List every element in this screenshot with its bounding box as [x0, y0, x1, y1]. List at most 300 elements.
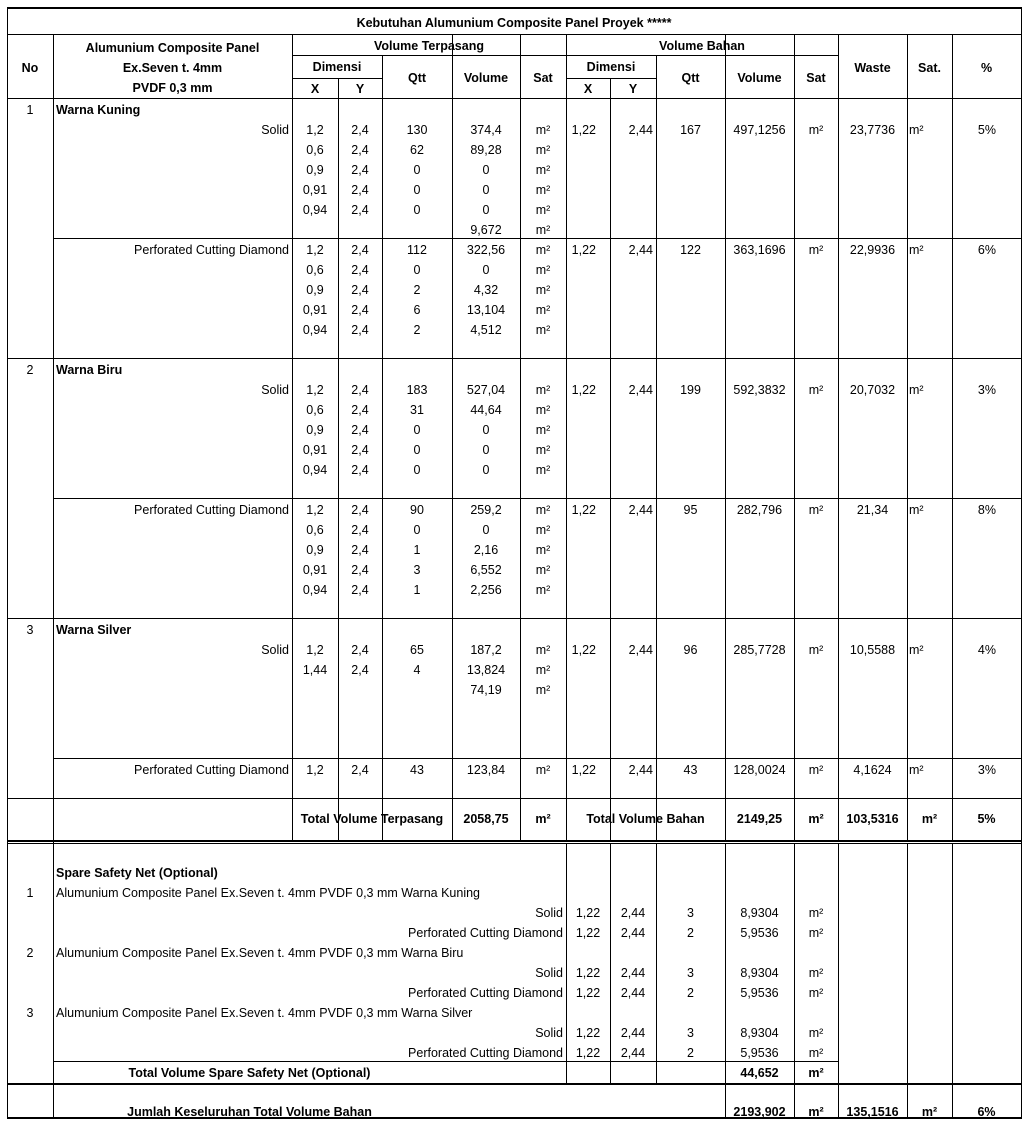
cell-qtt: 1	[413, 543, 421, 557]
col-header-sat: Sat	[806, 71, 826, 85]
grid-line	[952, 1083, 953, 1117]
cell-volume: 187,2	[470, 643, 502, 657]
grid-line	[7, 358, 1022, 359]
spare-cell-sat: m²	[808, 906, 824, 920]
group-name: Warna Kuning	[56, 103, 141, 117]
cell-dim-x: 0,91	[302, 183, 328, 197]
grid-line	[725, 843, 726, 1083]
cell-bahan-x: 1,22	[571, 763, 596, 777]
group-name: Warna Biru	[56, 363, 123, 377]
cell-dim-x: 0,6	[306, 403, 324, 417]
spare-cell-qtt: 2	[687, 986, 694, 1000]
cell-dim-y: 2,4	[351, 403, 369, 417]
total-terpasang-value: 2058,75	[463, 812, 509, 826]
spare-item-desc: Alumunium Composite Panel Ex.Seven t. 4mm PVDF 0,3 mm Warna Silver	[56, 1006, 473, 1020]
spare-cell-y: 2,44	[620, 986, 646, 1000]
cell-sat: m²	[535, 263, 551, 277]
cell-sat: m²	[535, 423, 551, 437]
cell-sat: m²	[535, 543, 551, 557]
cell-bahan-y: 2,44	[628, 123, 653, 137]
total-terpasang-label: Total Volume Terpasang	[300, 812, 444, 826]
grid-line	[452, 34, 453, 840]
col-header-waste: Waste	[854, 61, 891, 75]
cell-qtt: 1	[413, 583, 421, 597]
cell-volume: 0	[482, 163, 490, 177]
cell-qtt: 183	[406, 383, 428, 397]
grid-line	[952, 843, 953, 1083]
grid-line	[907, 1083, 908, 1117]
cell-dim-y: 2,4	[351, 423, 369, 437]
cell-qtt: 0	[413, 263, 421, 277]
spare-cell-volume: 8,9304	[740, 1026, 779, 1040]
cell-bahan-qtt: 43	[683, 763, 698, 777]
col-header-item: Ex.Seven t. 4mm	[122, 61, 223, 75]
cell-dim-y: 2,4	[351, 283, 369, 297]
grid-line	[838, 843, 839, 1083]
cell-qtt: 6	[413, 303, 421, 317]
cell-bahan-volume: 128,0024	[733, 763, 786, 777]
cell-bahan-y: 2,44	[628, 503, 653, 517]
spare-panel-type-label: Solid	[535, 1026, 563, 1040]
spare-panel-type-label: Solid	[535, 966, 563, 980]
cell-dim-x: 0,9	[306, 423, 324, 437]
grid-line	[53, 498, 1022, 499]
cell-bahan-x: 1,22	[571, 643, 596, 657]
spare-panel-type-label: Perforated Cutting Diamond	[408, 986, 563, 1000]
cell-percent: 3%	[977, 763, 996, 777]
cell-dim-x: 1,2	[306, 643, 324, 657]
spare-item-number: 1	[26, 886, 34, 900]
cell-sat: m²	[535, 643, 551, 657]
spare-cell-sat: m²	[808, 986, 824, 1000]
spare-item-number: 3	[26, 1006, 34, 1020]
col-header-y: Y	[628, 82, 638, 96]
cell-sat: m²	[535, 383, 551, 397]
grid-line	[7, 7, 8, 1119]
cell-bahan-x: 1,22	[571, 383, 596, 397]
group-number: 2	[26, 363, 34, 377]
spare-cell-sat: m²	[808, 966, 824, 980]
total-waste-sat: m²	[921, 812, 938, 826]
grid-line	[907, 843, 908, 1083]
cell-bahan-y: 2,44	[628, 643, 653, 657]
grid-line	[566, 78, 656, 79]
cell-dim-y: 2,4	[351, 303, 369, 317]
cell-sat: m²	[535, 503, 551, 517]
spare-cell-y: 2,44	[620, 1046, 646, 1060]
spare-cell-x: 1,22	[575, 966, 601, 980]
spare-cell-sat: m²	[808, 1046, 824, 1060]
cell-sat: m²	[535, 763, 551, 777]
cell-volume: 6,552	[470, 563, 502, 577]
cell-qtt: 3	[413, 563, 421, 577]
cell-qtt: 0	[413, 523, 421, 537]
cell-volume: 259,2	[470, 503, 502, 517]
cell-bahan-sat: m²	[808, 643, 824, 657]
cell-volume: 89,28	[470, 143, 502, 157]
grid-line	[53, 34, 54, 1117]
spare-cell-volume: 5,9536	[740, 926, 779, 940]
cell-waste-sat: m²	[909, 243, 924, 257]
cell-dim-y: 2,4	[351, 583, 369, 597]
cell-volume: 4,512	[470, 323, 502, 337]
col-header-x: X	[583, 82, 593, 96]
cell-dim-y: 2,4	[351, 663, 369, 677]
cell-dim-y: 2,4	[351, 503, 369, 517]
cell-volume: 527,04	[466, 383, 506, 397]
cell-dim-x: 0,9	[306, 283, 324, 297]
cell-dim-x: 0,94	[302, 463, 328, 477]
cell-percent: 6%	[977, 243, 996, 257]
cell-bahan-y: 2,44	[628, 243, 653, 257]
spare-cell-qtt: 2	[687, 1046, 694, 1060]
panel-type-label: Perforated Cutting Diamond	[134, 763, 289, 777]
cell-bahan-sat: m²	[808, 763, 824, 777]
cell-dim-x: 0,6	[306, 523, 324, 537]
spare-cell-qtt: 3	[687, 1026, 694, 1040]
cell-qtt: 0	[413, 163, 421, 177]
grid-line	[520, 34, 521, 840]
panel-type-label: Solid	[261, 383, 289, 397]
cell-dim-y: 2,4	[351, 163, 369, 177]
cell-bahan-qtt: 122	[680, 243, 701, 257]
group-number: 1	[26, 103, 34, 117]
cell-bahan-x: 1,22	[571, 243, 596, 257]
cell-dim-y: 2,4	[351, 763, 369, 777]
cell-dim-y: 2,4	[351, 463, 369, 477]
col-header-qtt: Qtt	[681, 71, 700, 85]
cell-bahan-x: 1,22	[571, 503, 596, 517]
cell-sat: m²	[535, 683, 551, 697]
cell-dim-x: 0,9	[306, 543, 324, 557]
total-bahan-label: Total Volume Bahan	[586, 812, 705, 826]
col-header-item: Alumunium Composite Panel	[85, 41, 260, 55]
cell-bahan-sat: m²	[808, 503, 824, 517]
cell-waste-sat: m²	[909, 123, 924, 137]
col-header-dimensi: Dimensi	[312, 60, 362, 74]
cell-waste-sat: m²	[909, 763, 924, 777]
cell-dim-y: 2,4	[351, 243, 369, 257]
grid-line	[7, 618, 1022, 619]
col-header-volume-bahan: Volume Bahan	[659, 39, 745, 53]
col-header-qtt: Qtt	[407, 71, 427, 85]
grid-line	[382, 55, 383, 840]
cell-volume: 9,672	[470, 223, 502, 237]
spare-cell-qtt: 2	[687, 926, 694, 940]
grand-total-waste: 135,1516	[846, 1105, 899, 1119]
spare-cell-x: 1,22	[575, 1046, 601, 1060]
spare-panel-type-label: Perforated Cutting Diamond	[408, 926, 563, 940]
grand-total-label: Jumlah Keseluruhan Total Volume Bahan	[127, 1105, 372, 1119]
spare-cell-x: 1,22	[575, 986, 601, 1000]
cell-dim-x: 0,94	[302, 203, 328, 217]
cell-qtt: 65	[410, 643, 424, 657]
cell-volume: 0	[482, 203, 490, 217]
grid-line	[610, 78, 611, 840]
cell-waste: 4,1624	[853, 763, 892, 777]
total-terpasang-sat: m²	[535, 812, 551, 826]
cell-dim-x: 0,6	[306, 263, 324, 277]
cell-percent: 4%	[977, 643, 996, 657]
cell-dim-x: 1,2	[306, 763, 324, 777]
col-header-y: Y	[355, 82, 365, 96]
cell-qtt: 112	[407, 243, 427, 257]
cell-sat: m²	[535, 563, 551, 577]
cell-sat: m²	[535, 403, 551, 417]
cell-qtt: 0	[413, 183, 421, 197]
cell-dim-x: 0,91	[302, 303, 328, 317]
panel-type-label: Solid	[261, 643, 289, 657]
spare-title: Spare Safety Net (Optional)	[56, 866, 218, 880]
cell-volume: 13,824	[466, 663, 506, 677]
cell-dim-y: 2,4	[351, 383, 369, 397]
grand-total-value: 2193,902	[733, 1105, 786, 1119]
grid-line	[566, 843, 567, 1083]
cell-dim-y: 2,4	[351, 323, 369, 337]
spare-cell-y: 2,44	[620, 1026, 646, 1040]
cell-qtt: 130	[406, 123, 428, 137]
cell-bahan-qtt: 167	[680, 123, 701, 137]
cell-sat: m²	[535, 443, 551, 457]
cell-qtt: 4	[413, 663, 421, 677]
grid-line	[794, 843, 795, 1083]
spare-cell-x: 1,22	[575, 906, 601, 920]
cell-dim-x: 0,91	[302, 443, 328, 457]
cell-dim-x: 1,2	[306, 383, 324, 397]
cell-volume: 0	[482, 263, 490, 277]
cell-waste: 10,5588	[849, 643, 896, 657]
cell-sat: m²	[535, 463, 551, 477]
grid-line	[7, 798, 1022, 799]
grid-line	[7, 98, 1022, 99]
cell-percent: 8%	[977, 503, 996, 517]
cell-volume: 4,32	[473, 283, 499, 297]
cell-percent: 5%	[977, 123, 996, 137]
cell-sat: m²	[535, 243, 551, 257]
cell-volume: 44,64	[470, 403, 502, 417]
col-header-volume: Volume	[737, 71, 782, 85]
col-header-volume-terpasang: Volume Terpasang	[374, 39, 484, 53]
cell-bahan-volume: 282,796	[736, 503, 783, 517]
cell-bahan-sat: m²	[808, 243, 824, 257]
grid-line	[725, 1083, 726, 1117]
cell-volume: 123,84	[466, 763, 506, 777]
cell-dim-y: 2,4	[351, 523, 369, 537]
grid-line	[794, 1083, 795, 1117]
spare-total-sat: m²	[808, 1066, 824, 1080]
grid-line	[7, 843, 1022, 844]
total-bahan-sat: m²	[808, 812, 824, 826]
grid-line	[53, 758, 1022, 759]
grid-line	[338, 78, 339, 840]
cell-sat: m²	[535, 223, 551, 237]
spare-panel-type-label: Perforated Cutting Diamond	[408, 1046, 563, 1060]
cell-sat: m²	[535, 123, 551, 137]
cell-dim-y: 2,4	[351, 183, 369, 197]
cell-sat: m²	[535, 663, 551, 677]
cell-dim-x: 0,94	[302, 583, 328, 597]
spare-cell-qtt: 3	[687, 966, 694, 980]
col-header-item: PVDF 0,3 mm	[132, 81, 213, 95]
cell-dim-y: 2,4	[351, 563, 369, 577]
cell-qtt: 0	[413, 463, 421, 477]
cell-qtt: 43	[410, 763, 424, 777]
cell-dim-y: 2,4	[351, 123, 369, 137]
cell-volume: 322,56	[466, 243, 506, 257]
cell-bahan-y: 2,44	[628, 763, 653, 777]
grid-line	[794, 34, 795, 840]
cell-bahan-y: 2,44	[628, 383, 653, 397]
cell-volume: 374,4	[470, 123, 502, 137]
cell-sat: m²	[535, 283, 551, 297]
panel-type-label: Solid	[261, 123, 289, 137]
grid-line	[53, 1061, 838, 1062]
cell-percent: 3%	[977, 383, 996, 397]
cell-dim-y: 2,4	[351, 643, 369, 657]
cell-sat: m²	[535, 163, 551, 177]
grid-line	[1021, 7, 1022, 1119]
cell-bahan-x: 1,22	[571, 123, 596, 137]
panel-type-label: Perforated Cutting Diamond	[134, 503, 289, 517]
cell-qtt: 2	[413, 323, 421, 337]
grid-line	[656, 843, 657, 1083]
cell-sat: m²	[535, 183, 551, 197]
cell-dim-y: 2,4	[351, 143, 369, 157]
grid-line	[952, 34, 953, 840]
cell-volume: 0	[482, 463, 490, 477]
grid-line	[292, 78, 382, 79]
total-percent: 5%	[977, 812, 996, 826]
cell-dim-y: 2,4	[351, 443, 369, 457]
cell-volume: 74,19	[470, 683, 502, 697]
spare-item-desc: Alumunium Composite Panel Ex.Seven t. 4mm PVDF 0,3 mm Warna Kuning	[56, 886, 481, 900]
spare-cell-y: 2,44	[620, 926, 646, 940]
col-header-no: No	[21, 61, 39, 75]
cell-sat: m²	[535, 523, 551, 537]
grid-line	[656, 55, 657, 840]
spare-cell-qtt: 3	[687, 906, 694, 920]
cell-volume: 2,256	[470, 583, 502, 597]
spare-item-desc: Alumunium Composite Panel Ex.Seven t. 4mm PVDF 0,3 mm Warna Biru	[56, 946, 464, 960]
cell-bahan-qtt: 96	[683, 643, 698, 657]
grid-line	[838, 34, 839, 840]
cell-waste: 22,9936	[849, 243, 896, 257]
cell-bahan-volume: 363,1696	[733, 243, 786, 257]
total-waste: 103,5316	[846, 812, 899, 826]
cell-waste-sat: m²	[909, 383, 924, 397]
spare-panel-type-label: Solid	[535, 906, 563, 920]
grand-total-percent: 6%	[977, 1105, 996, 1119]
spare-cell-sat: m²	[808, 1026, 824, 1040]
cell-bahan-qtt: 199	[680, 383, 701, 397]
cell-volume: 2,16	[473, 543, 499, 557]
cell-dim-x: 0,91	[302, 563, 328, 577]
spare-total-value: 44,652	[740, 1066, 779, 1080]
cell-volume: 0	[482, 443, 490, 457]
spare-cell-volume: 8,9304	[740, 966, 779, 980]
table-title: Kebutuhan Alumunium Composite Panel Proyek *****	[356, 16, 672, 30]
cell-qtt: 0	[413, 443, 421, 457]
cell-bahan-volume: 285,7728	[733, 643, 786, 657]
grid-line	[292, 34, 293, 840]
cell-waste-sat: m²	[909, 643, 924, 657]
cell-volume: 0	[482, 423, 490, 437]
cell-qtt: 0	[413, 203, 421, 217]
grid-line	[838, 1083, 839, 1117]
grid-line	[7, 34, 1022, 35]
cell-bahan-volume: 592,3832	[733, 383, 786, 397]
spare-cell-x: 1,22	[575, 926, 601, 940]
cell-sat: m²	[535, 203, 551, 217]
col-header-sat: Sat	[533, 71, 553, 85]
cell-qtt: 0	[413, 423, 421, 437]
grand-total-sat: m²	[808, 1105, 824, 1119]
grid-line	[907, 34, 908, 840]
cell-dim-y: 2,4	[351, 263, 369, 277]
cell-qtt: 90	[410, 503, 424, 517]
spare-item-number: 2	[26, 946, 34, 960]
col-header-percent: %	[980, 61, 993, 75]
spare-cell-sat: m²	[808, 926, 824, 940]
cell-volume: 13,104	[466, 303, 506, 317]
group-number: 3	[26, 623, 34, 637]
cell-qtt: 2	[413, 283, 421, 297]
spare-cell-volume: 5,9536	[740, 1046, 779, 1060]
cell-bahan-sat: m²	[808, 123, 824, 137]
spare-total-label: Total Volume Spare Safety Net (Optional)	[128, 1066, 371, 1080]
cell-sat: m²	[535, 143, 551, 157]
grid-line	[7, 1117, 1022, 1119]
grid-line	[53, 238, 1022, 239]
spare-cell-y: 2,44	[620, 906, 646, 920]
cell-dim-y: 2,4	[351, 543, 369, 557]
cell-dim-x: 0,9	[306, 163, 324, 177]
col-header-sat: Sat.	[918, 61, 941, 75]
cell-qtt: 31	[410, 403, 424, 417]
cell-waste: 20,7032	[849, 383, 896, 397]
cell-dim-x: 1,44	[302, 663, 328, 677]
group-name: Warna Silver	[56, 623, 132, 637]
grid-line	[7, 7, 1022, 9]
grid-line	[292, 55, 838, 56]
cell-bahan-sat: m²	[808, 383, 824, 397]
cell-volume: 0	[482, 523, 490, 537]
grid-line	[610, 843, 611, 1083]
grid-line	[7, 840, 1022, 842]
col-header-x: X	[310, 82, 320, 96]
cell-sat: m²	[535, 323, 551, 337]
col-header-dimensi: Dimensi	[586, 60, 636, 74]
cell-waste: 23,7736	[849, 123, 896, 137]
cell-dim-y: 2,4	[351, 203, 369, 217]
spare-cell-y: 2,44	[620, 966, 646, 980]
cell-qtt: 62	[410, 143, 424, 157]
cell-dim-x: 1,2	[306, 243, 324, 257]
total-bahan-value: 2149,25	[736, 812, 783, 826]
cell-volume: 0	[482, 183, 490, 197]
cell-bahan-volume: 497,1256	[733, 123, 786, 137]
cell-bahan-qtt: 95	[683, 503, 698, 517]
panel-type-label: Perforated Cutting Diamond	[134, 243, 289, 257]
cell-waste: 21,34	[856, 503, 889, 517]
cell-dim-x: 0,6	[306, 143, 324, 157]
spare-cell-volume: 5,9536	[740, 986, 779, 1000]
cell-sat: m²	[535, 583, 551, 597]
cell-dim-x: 1,2	[306, 123, 324, 137]
spare-cell-x: 1,22	[575, 1026, 601, 1040]
grid-line	[725, 34, 726, 840]
grid-line	[566, 34, 567, 840]
